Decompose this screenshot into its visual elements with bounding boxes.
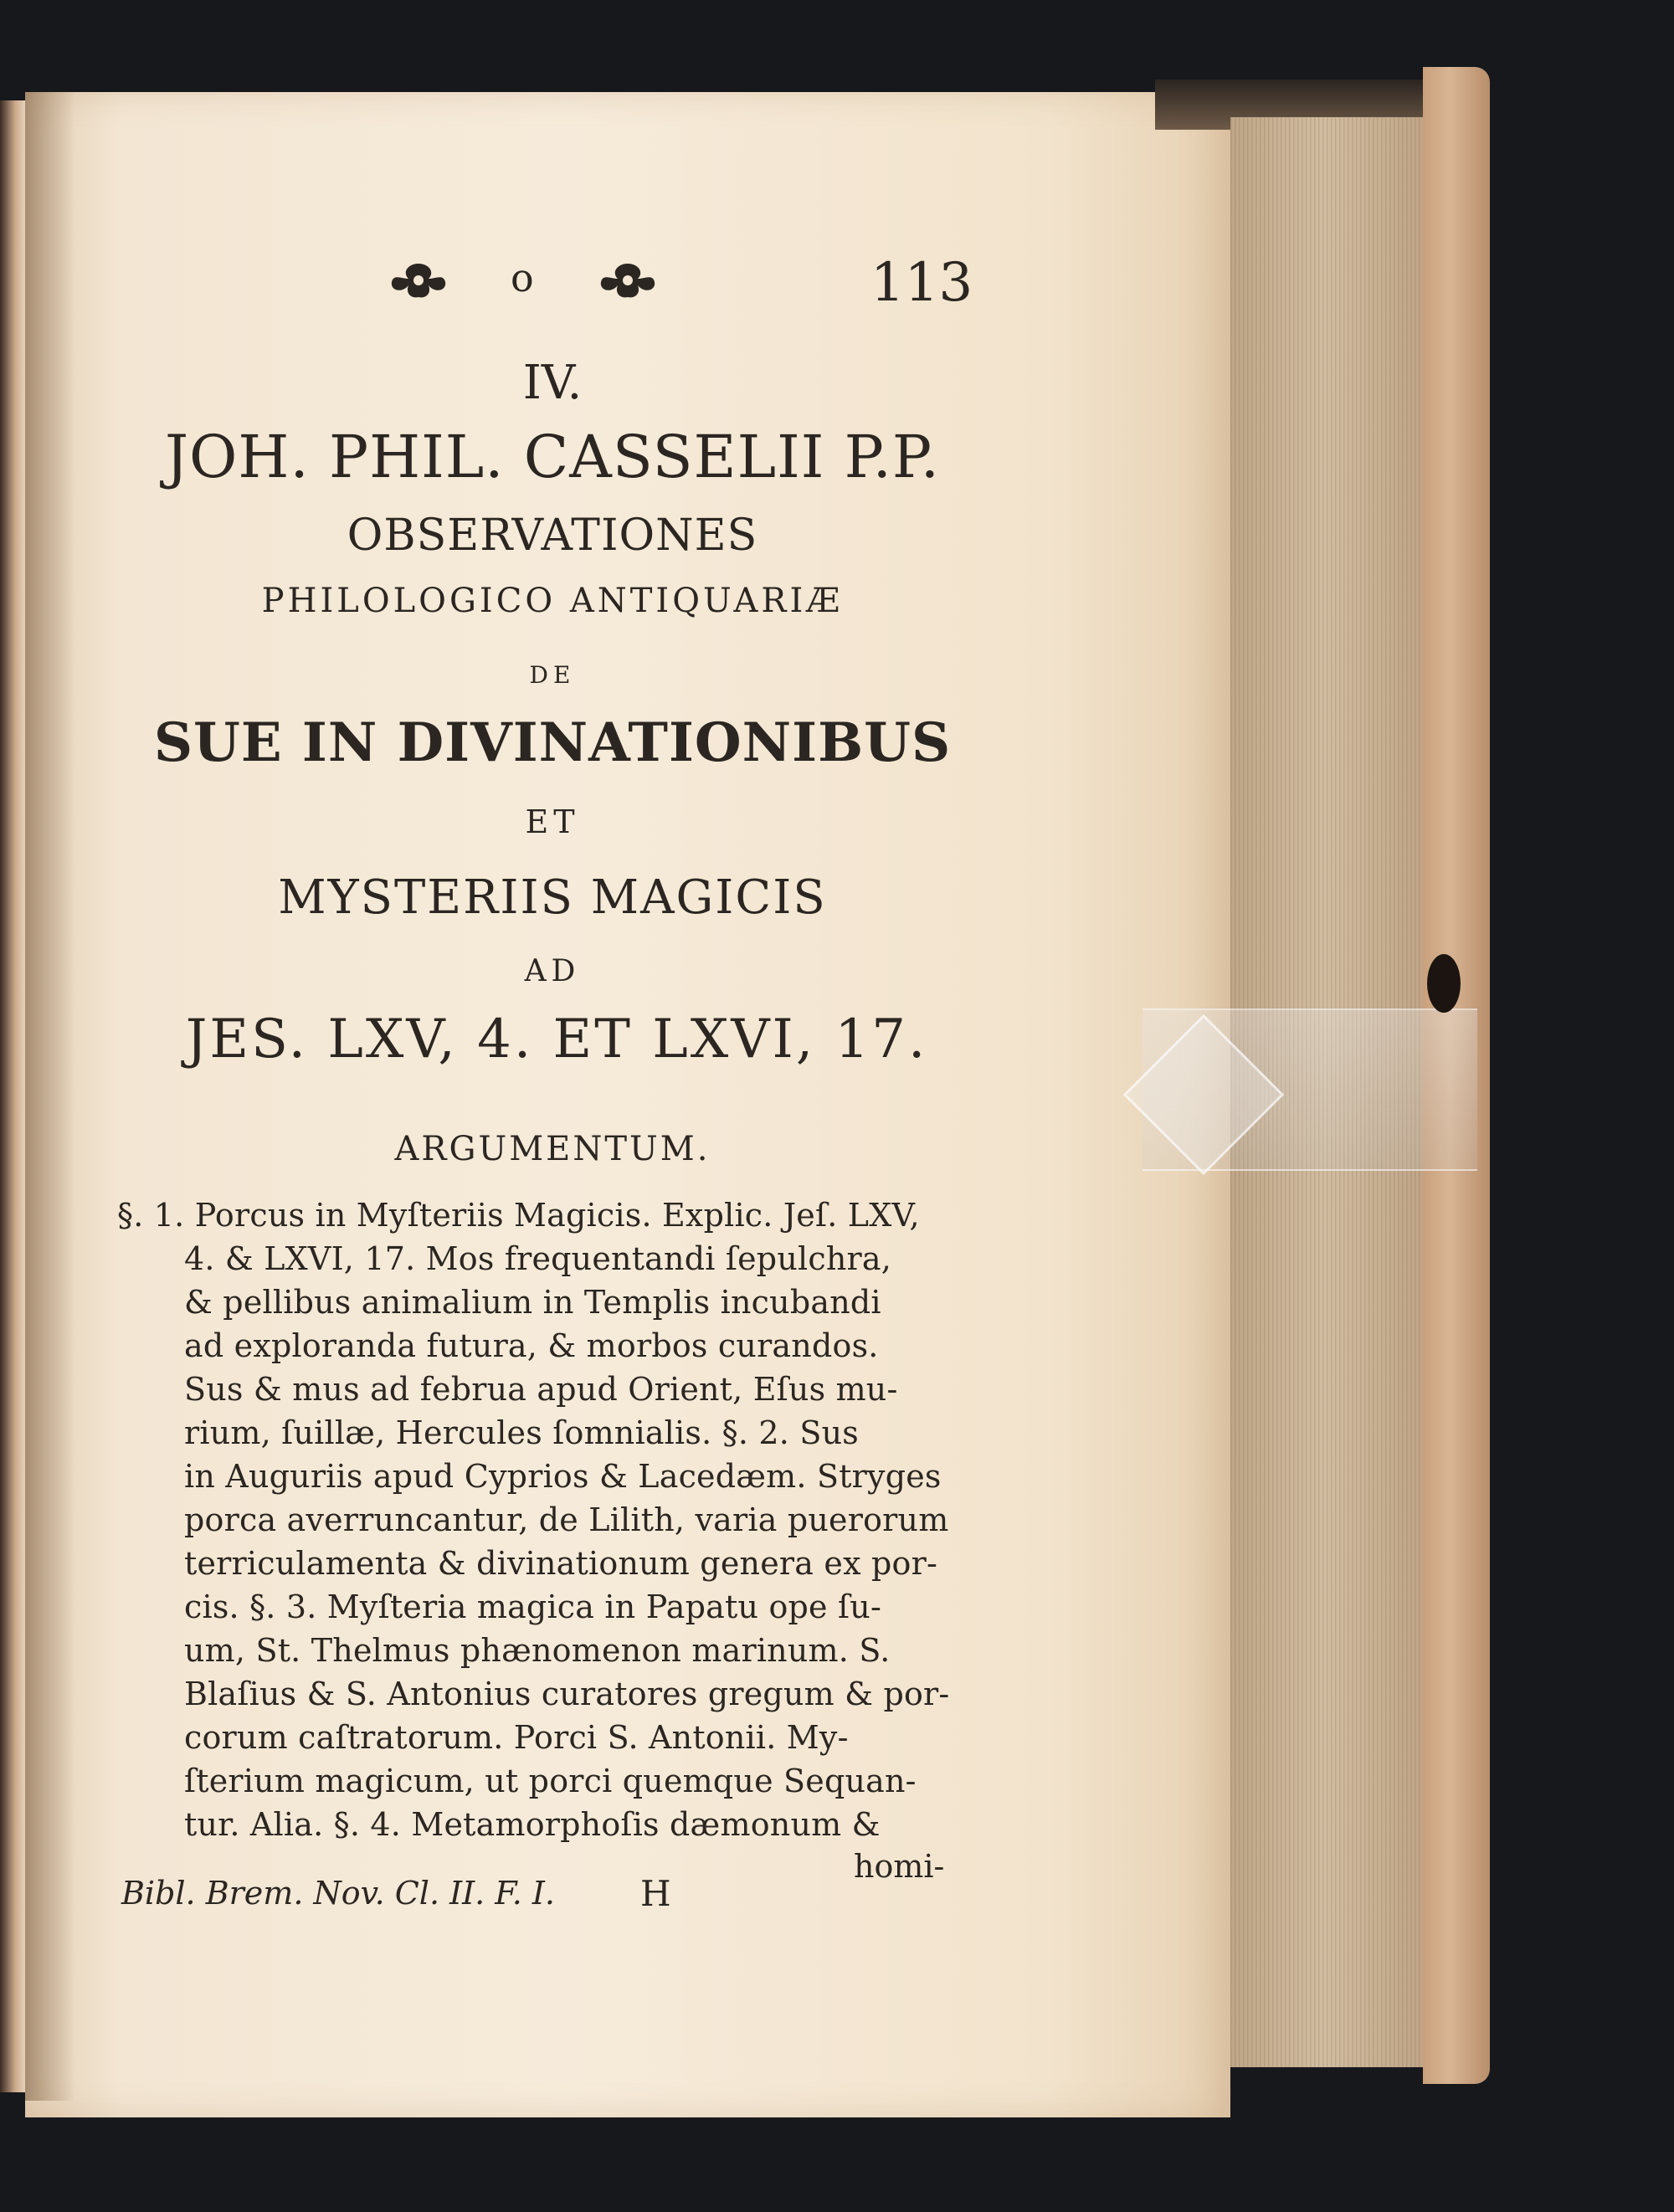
- argument-line: Blaſius & S. Antonius curatores gregum & por-: [184, 1676, 950, 1712]
- argument-line: 4. & LXVI, 17. Mos frequentandi ſepulchra,: [184, 1240, 892, 1277]
- argument-line: corum caſtratorum. Porci S. Antonii. My-: [184, 1719, 849, 1756]
- scripture-reference: JES. LXV, 4. ET LXVI, 17.: [185, 1008, 928, 1070]
- catchword: homi-: [854, 1848, 945, 1885]
- header-center-mark: o: [511, 255, 534, 300]
- argument-line: rium, ſuillæ, Hercules ſomnialis. §. 2. Sus: [184, 1414, 859, 1451]
- argument-line: porca averruncantur, de Lilith, varia puerorum: [184, 1501, 949, 1538]
- title-line-2: PHILOLOGICO ANTIQUARIÆ: [261, 582, 844, 620]
- argument-line: in Auguriis apud Cyprios & Lacedæm. Stryges: [184, 1458, 942, 1495]
- title-de: DE: [529, 661, 576, 689]
- printer-signature: Bibl. Brem. Nov. Cl. II. F. I.: [121, 1875, 555, 1912]
- argument-line: §. 1. Porcus in Myſteriis Magicis. Explic. Jeſ. LXV,: [117, 1197, 920, 1234]
- gathering-mark: H: [640, 1873, 671, 1914]
- fleuron-ornament-icon: [594, 260, 661, 300]
- article-number: IV.: [522, 356, 583, 410]
- title-line-1: OBSERVATIONES: [347, 511, 758, 561]
- gutter-shadow: [25, 92, 75, 2101]
- facing-page-edge: [0, 100, 25, 2092]
- argument-line: um, St. Thelmus phænomenon marinum. S.: [184, 1632, 891, 1669]
- title-et: ET: [525, 803, 580, 840]
- cover-blemish: [1427, 954, 1461, 1013]
- argument-line: cis. §. 3. Myſteria magica in Papatu ope ſu-: [184, 1588, 881, 1625]
- argument-line: Sus & mus ad februa apud Orient, Eſus mu-: [184, 1371, 898, 1408]
- page-number: 113: [870, 252, 973, 314]
- title-line-4: MYSTERIIS MAGICIS: [278, 870, 827, 925]
- argument-heading: ARGUMENTUM.: [394, 1130, 711, 1168]
- author-line: JOH. PHIL. CASSELII P.P.: [164, 423, 941, 491]
- fleuron-ornament-icon: [385, 260, 452, 300]
- argument-line: tur. Alia. §. 4. Metamorphoſis dæmonum &: [184, 1806, 881, 1843]
- title-line-3: SUE IN DIVINATIONIBUS: [153, 711, 952, 774]
- running-header: [385, 252, 988, 314]
- argument-line: ad exploranda futura, & morbos curandos.: [184, 1327, 879, 1364]
- argument-line: & pellibus animalium in Templis incubandi: [184, 1284, 881, 1321]
- argument-line: terriculamenta & divinationum genera ex por-: [184, 1545, 937, 1582]
- argument-line: ſterium magicum, ut porci quemque Sequan-: [184, 1763, 917, 1799]
- title-ad: AD: [524, 954, 581, 988]
